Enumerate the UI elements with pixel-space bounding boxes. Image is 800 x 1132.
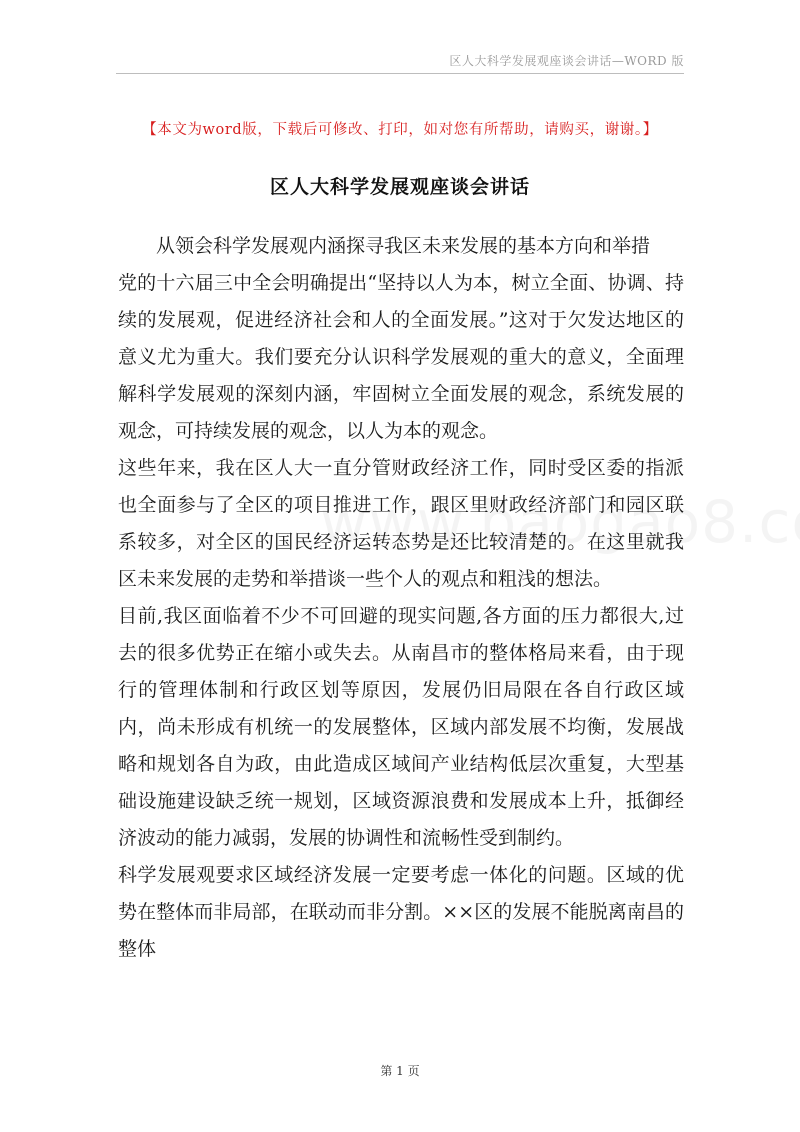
paragraph: 党的十六届三中全会明确提出“坚持以人为本，树立全面、协调、持续的发展观，促进经济社会和人的全面发展。”这对于欠发达地区的意义尤为重大。我们要充分认识科学发展观的重大的意义，全面理解科学发展观的深刻内涵，牢固树立全面发展的观念，系统发展的观念，可持续发展的观念，以人为本的观念。 <box>118 272 684 442</box>
header-divider <box>116 73 684 74</box>
document-body <box>118 228 684 968</box>
paragraph: 目前,我区面临着不少不可回避的现实问题,各方面的压力都很大,过去的很多优势正在缩小或失去。从南昌市的整体格局来看，由于现行的管理体制和行政区划等原因，发展仍旧局限在各自行政区域内，尚未形成有机统一的发展整体，区域内部发展不均衡，发展战略和规划各自为政，由此造成区域间产业结构低层次重复，大型基础设施建设缺乏统一规划，区域资源浪费和发展成本上升，抵御经济波动的能力减弱，发展的协调性和流畅性受到制约。 <box>118 605 684 849</box>
paragraph-heading-line: 从领会科学发展观内涵探寻我区未来发展的基本方向和举措 <box>156 235 651 257</box>
document-title: 区人大科学发展观座谈会讲话 <box>269 176 530 198</box>
page-header: 区人大科学发展观座谈会讲话—WORD 版 <box>449 54 684 68</box>
paragraph: 科学发展观要求区域经济发展一定要考虑一体化的问题。区域的优势在整体而非局部，在联动而非分割。××区的发展不能脱离南昌的整体 <box>118 864 684 960</box>
page-number: 第 1 页 <box>380 1064 420 1078</box>
purchase-notice: 【本文为word版，下载后可修改、打印，如对您有所帮助，请购买，谢谢。】 <box>142 122 658 138</box>
paragraph: 这些年来，我在区人大一直分管财政经济工作，同时受区委的指派也全面参与了全区的项目推进工作，跟区里财政经济部门和园区联系较多，对全区的国民经济运转态势是还比较清楚的。在这里就我区未来发展的走势和举措谈一些个人的观点和粗浅的想法。 <box>118 457 684 590</box>
